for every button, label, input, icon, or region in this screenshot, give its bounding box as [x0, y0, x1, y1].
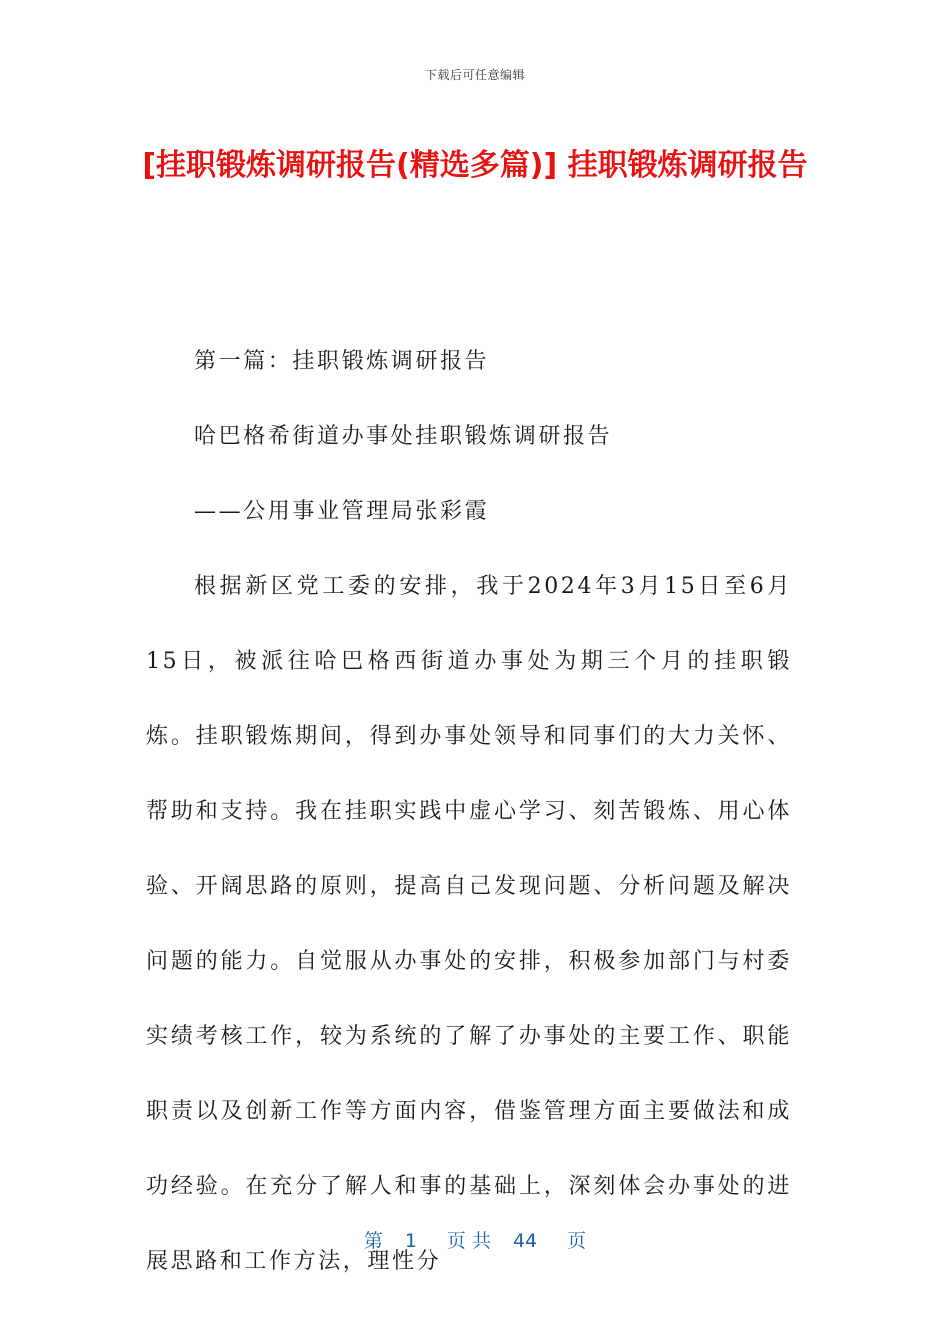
report-title: 哈巴格希街道办事处挂职锻炼调研报告: [194, 424, 613, 449]
part-heading: 第一篇：挂职锻炼调研报告: [194, 349, 490, 374]
header-note: 下载后可任意编辑: [424, 68, 525, 82]
page-prefix: 第: [363, 1230, 383, 1252]
page-mid-text: 页 共: [446, 1230, 491, 1252]
author-line: ——公用事业管理局张彩霞: [194, 499, 490, 524]
total-pages-number: 44: [512, 1230, 538, 1252]
current-page-number: 1: [404, 1230, 417, 1252]
document-title: [挂职锻炼调研报告(精选多篇)] 挂职锻炼调研报告: [142, 148, 808, 183]
document-body: [146, 324, 792, 1299]
body-paragraph: 根据新区党工委的安排，我于2024年3月15日至6月15日，被派往哈巴格西街道办事处为期三个月的挂职锻炼。挂职锻炼期间，得到办事处领导和同事们的大力关怀、帮助和支持。我在挂职实践中虚心学习、刻苦锻炼、用心体验、开阔思路的原则，提高自己发现问题、分析问题及解决问题的能力。自觉服从办事处的安排，积极参加部门与村委实绩考核工作，较为系统的了解了办事处的主要工作、职能职责以及创新工作等方面内容，借鉴管理方面主要做法和成功经验。在充分了解人和事的基础上，深刻体会办事处的进展思路和工作方法，理性分: [146, 574, 792, 1274]
page-footer: [0, 1226, 950, 1253]
page-suffix: 页: [567, 1230, 587, 1252]
